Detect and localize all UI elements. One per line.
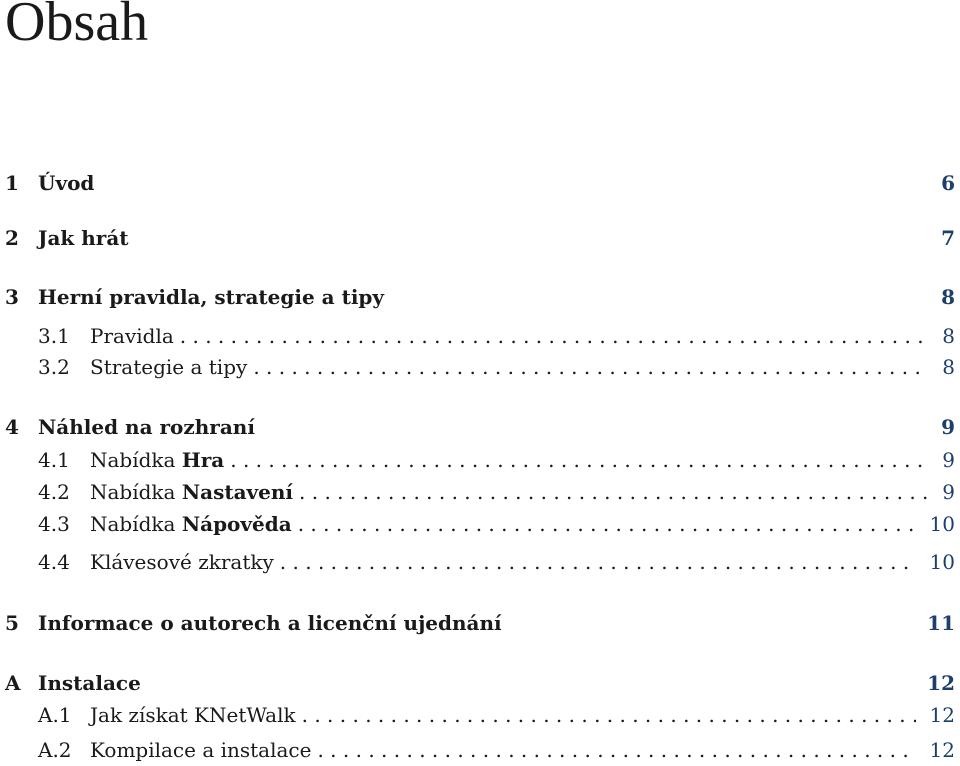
toc-entry-3-1[interactable] bbox=[5, 322, 955, 350]
toc-entry-4-3[interactable] bbox=[5, 510, 955, 538]
dot-leader bbox=[299, 478, 928, 506]
toc-entry-number: 4 bbox=[5, 415, 19, 439]
toc-entry-number: A bbox=[5, 671, 21, 695]
toc-entry-page[interactable]: 12 bbox=[929, 738, 955, 762]
toc-entry-1[interactable] bbox=[5, 169, 955, 197]
toc-entry-number: 4.3 bbox=[38, 512, 70, 536]
toc-entry-page[interactable]: 8 bbox=[941, 285, 955, 309]
toc-entry-number: A.1 bbox=[38, 703, 72, 727]
toc-entry-title: Úvod bbox=[38, 171, 95, 195]
toc-entry-2[interactable] bbox=[5, 224, 955, 252]
toc-entry-title bbox=[90, 510, 298, 538]
toc-entry-title: Pravidla bbox=[90, 324, 174, 348]
toc-entry-page[interactable]: 12 bbox=[927, 671, 955, 695]
toc-entry-title-prefix: Nabídka bbox=[90, 480, 182, 504]
toc-entry-3[interactable] bbox=[5, 283, 955, 311]
toc-entry-page[interactable]: 8 bbox=[942, 324, 955, 348]
toc-entry-title: Herní pravidla, strategie a tipy bbox=[38, 285, 385, 309]
toc-entry-4-2[interactable] bbox=[5, 478, 955, 506]
toc-entry-title: Strategie a tipy bbox=[90, 355, 248, 379]
dot-leader bbox=[280, 548, 916, 576]
toc-entry-title: Kompilace a instalace bbox=[90, 738, 312, 762]
toc-entry-title-prefix: Nabídka bbox=[90, 448, 182, 472]
page-title: Obsah bbox=[5, 0, 149, 53]
toc-entry-number: 1 bbox=[5, 171, 19, 195]
toc-entry-number: 4.1 bbox=[38, 448, 70, 472]
toc-entry-page[interactable]: 9 bbox=[942, 448, 955, 472]
toc-entry-title-menu: Nastavení bbox=[181, 480, 294, 504]
toc-entry-page[interactable]: 7 bbox=[941, 226, 955, 250]
dot-leader bbox=[298, 510, 916, 538]
toc-entry-4-1[interactable] bbox=[5, 446, 955, 474]
toc-entry-title: Informace o autorech a licenční ujednání bbox=[38, 611, 502, 635]
toc-entry-title bbox=[90, 478, 299, 506]
toc-entry-number: A.2 bbox=[38, 738, 72, 762]
toc-entry-title-menu: Nápověda bbox=[181, 512, 292, 536]
toc-entry-4[interactable] bbox=[5, 413, 955, 441]
toc-entry-title: Náhled na rozhraní bbox=[38, 415, 255, 439]
toc-entry-a-2[interactable] bbox=[5, 736, 955, 764]
toc-entry-page[interactable]: 12 bbox=[929, 703, 955, 727]
toc-entry-number: 2 bbox=[5, 226, 19, 250]
toc-entry-page[interactable]: 8 bbox=[942, 355, 955, 379]
toc-entry-5[interactable] bbox=[5, 609, 955, 637]
dot-leader bbox=[317, 736, 915, 764]
toc-entry-title bbox=[90, 446, 230, 474]
dot-leader bbox=[302, 701, 916, 729]
toc-entry-title: Klávesové zkratky bbox=[90, 550, 274, 574]
toc-entry-number: 4.4 bbox=[38, 550, 70, 574]
toc-entry-number: 3.2 bbox=[38, 355, 70, 379]
toc-entry-4-4[interactable] bbox=[5, 548, 955, 576]
dot-leader bbox=[253, 353, 928, 381]
toc-entry-a[interactable] bbox=[5, 669, 955, 697]
toc-entry-title: Jak hrát bbox=[38, 226, 129, 250]
toc-entry-number: 3.1 bbox=[38, 324, 70, 348]
toc-entry-page[interactable]: 10 bbox=[929, 550, 955, 574]
toc-entry-a-1[interactable] bbox=[5, 701, 955, 729]
toc-entry-page[interactable]: 10 bbox=[929, 512, 955, 536]
toc-entry-page[interactable]: 11 bbox=[927, 611, 955, 635]
toc-entry-number: 3 bbox=[5, 285, 19, 309]
dot-leader bbox=[180, 322, 929, 350]
toc-entry-3-2[interactable] bbox=[5, 353, 955, 381]
toc-entry-title-prefix: Nabídka bbox=[90, 512, 182, 536]
toc-entry-title-menu: Hra bbox=[181, 448, 225, 472]
toc-entry-title: Instalace bbox=[38, 671, 141, 695]
toc-entry-title: Jak získat KNetWalk bbox=[90, 703, 296, 727]
toc-entry-page[interactable]: 9 bbox=[942, 480, 955, 504]
dot-leader bbox=[230, 446, 928, 474]
toc-entry-page[interactable]: 9 bbox=[941, 415, 955, 439]
toc-entry-number: 4.2 bbox=[38, 480, 70, 504]
toc-entry-number: 5 bbox=[5, 611, 19, 635]
toc-entry-page[interactable]: 6 bbox=[941, 171, 955, 195]
